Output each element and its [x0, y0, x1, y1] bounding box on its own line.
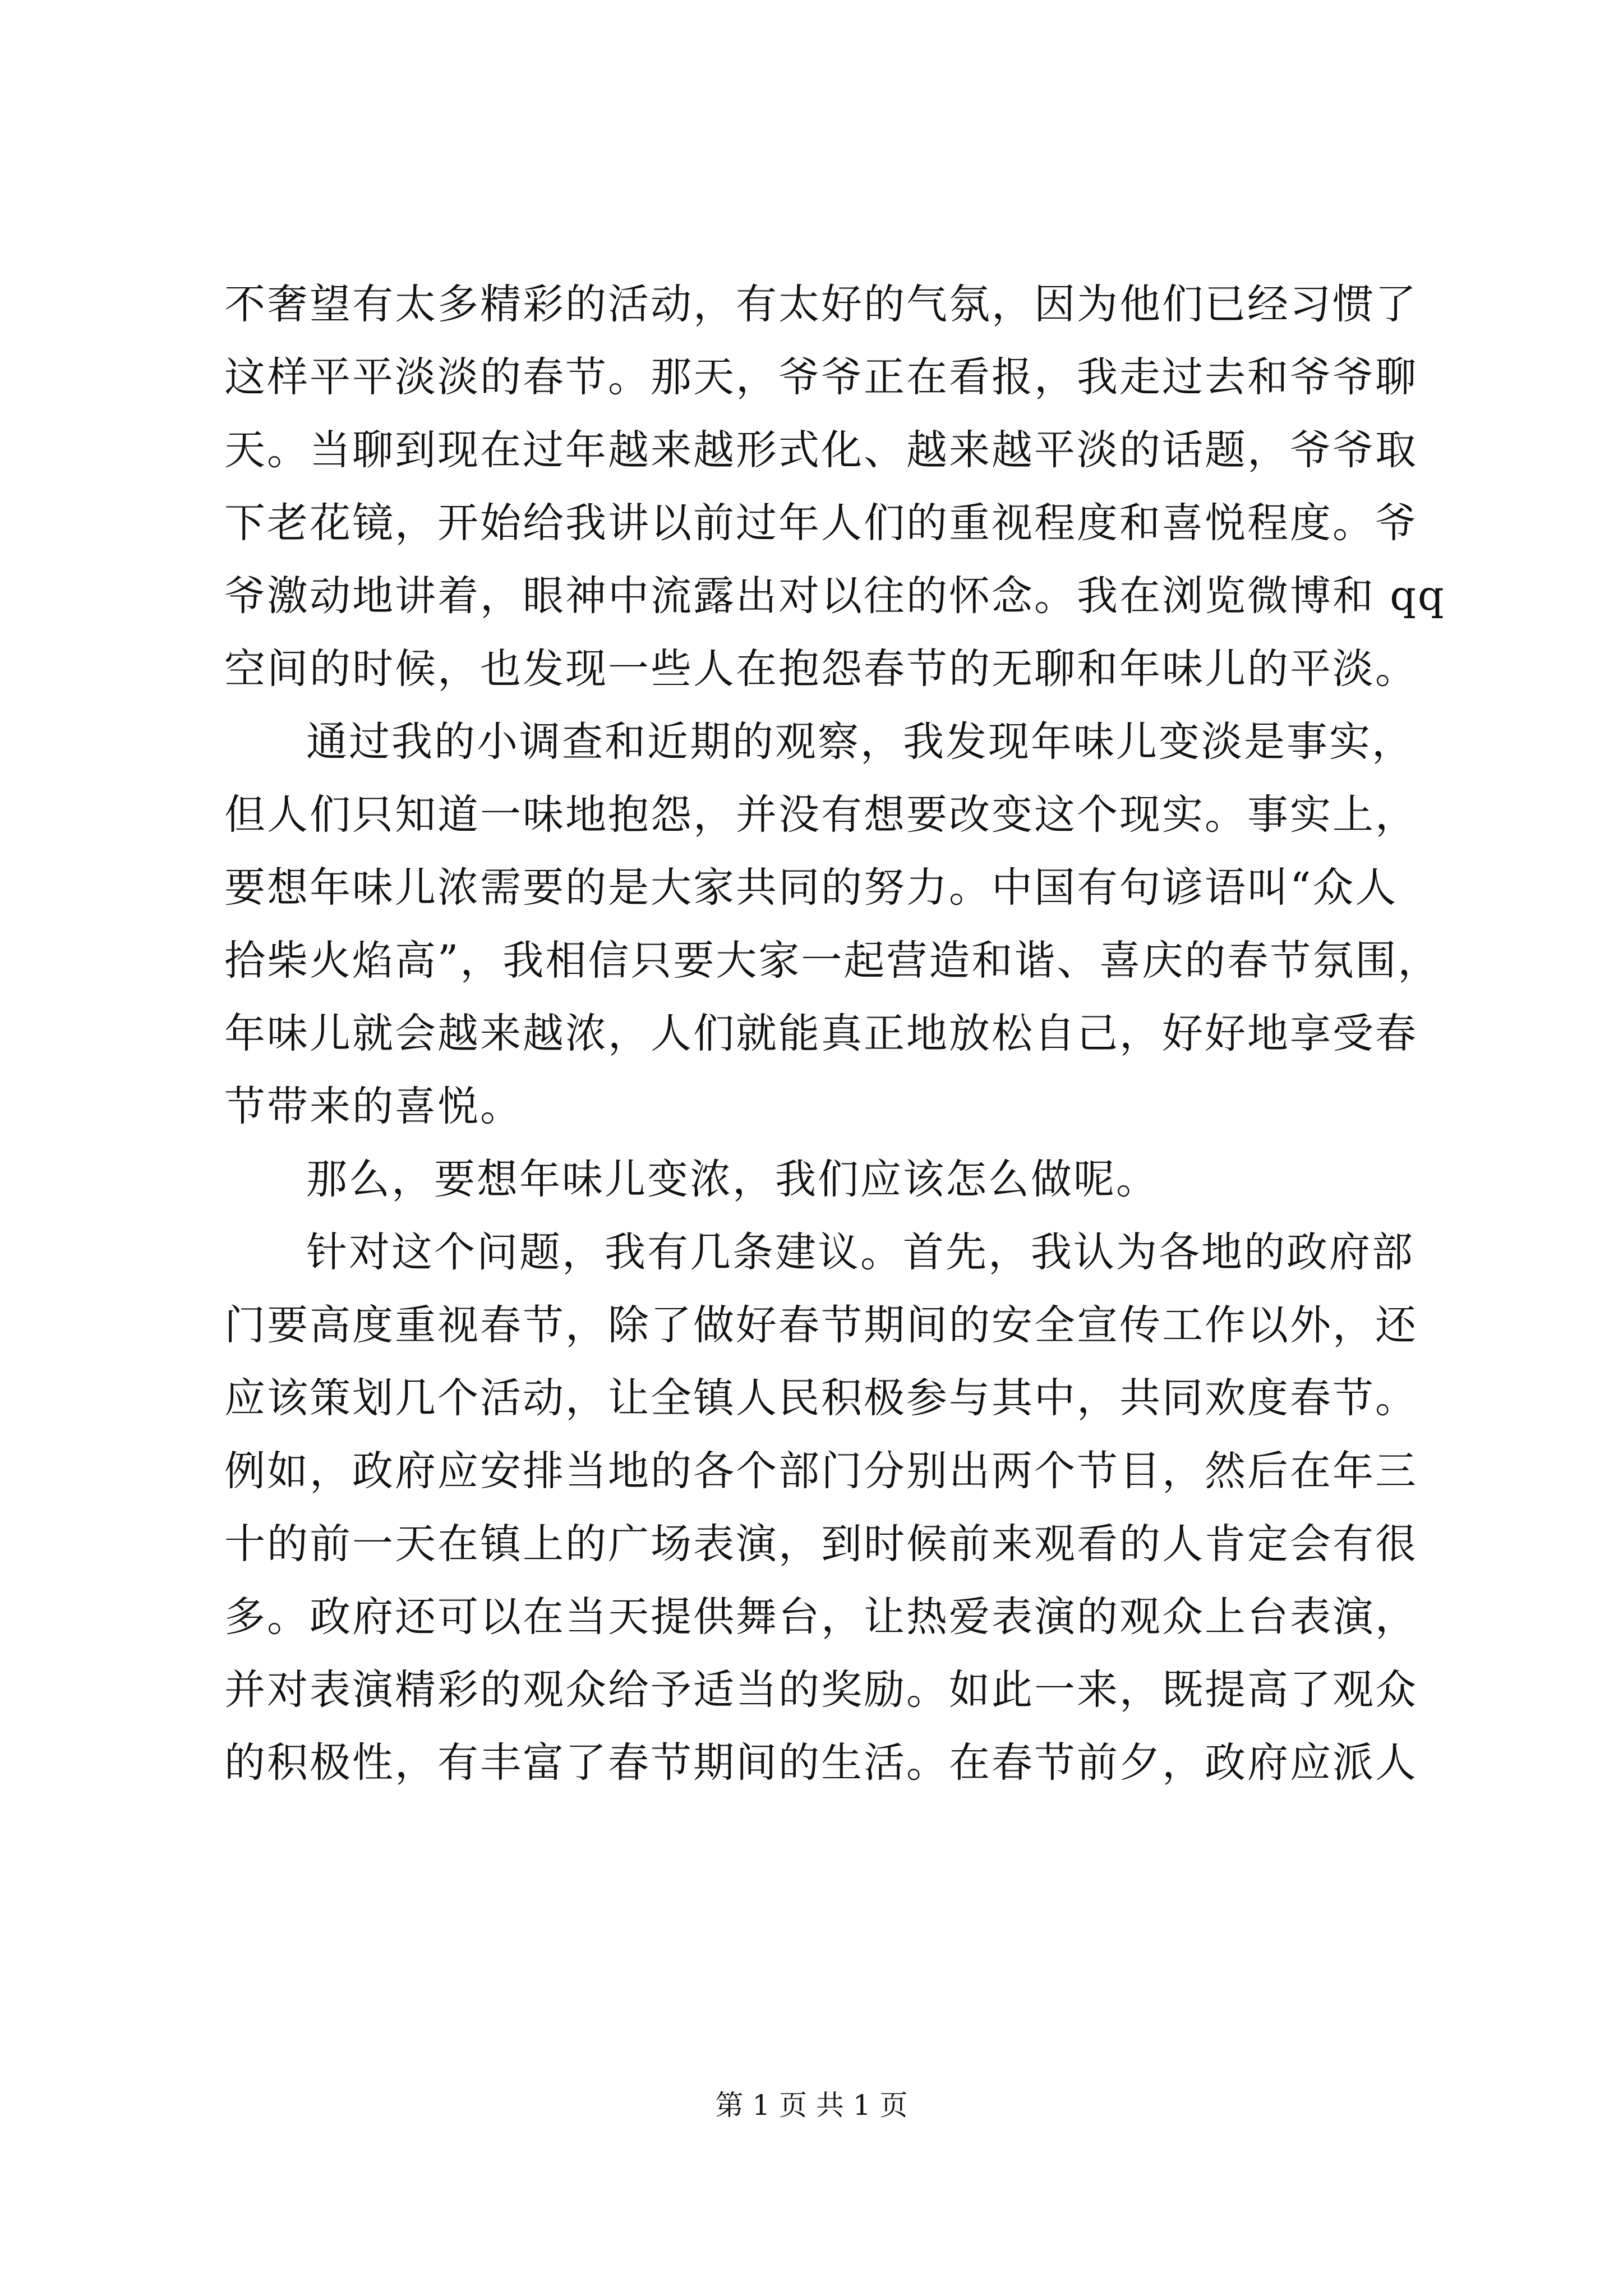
text-line: 的积极性，有丰富了春节期间的生活。在春节前夕，政府应派人	[224, 1739, 1418, 1787]
text-line: 通过我的小调查和近期的观察，我发现年味儿变淡是事实，	[306, 718, 1414, 766]
text-line: 应该策划几个活动，让全镇人民积极参与其中，共同欢度春节。	[224, 1374, 1418, 1422]
text-line: 多。政府还可以在当天提供舞台，让热爱表演的观众上台表演，	[224, 1593, 1418, 1641]
text-line: 要想年味儿浓需要的是大家共同的努力。中国有句谚语叫“众人	[224, 864, 1398, 912]
page-number-footer: 第 1 页 共 1 页	[715, 2089, 908, 2122]
text-line: 天。当聊到现在过年越来越形式化、越来越平淡的话题，爷爷取	[224, 426, 1418, 474]
text-line: 但人们只知道一味地抱怨，并没有想要改变这个现实。事实上，	[224, 791, 1418, 839]
text-line: 下老花镜，开始给我讲以前过年人们的重视程度和喜悦程度。爷	[224, 499, 1418, 547]
text-line: 并对表演精彩的观众给予适当的奖励。如此一来，既提高了观众	[224, 1666, 1418, 1714]
text-line: 不奢望有太多精彩的活动，有太好的气氛，因为他们已经习惯了	[224, 280, 1418, 328]
text-line: 例如，政府应安排当地的各个部门分别出两个节目，然后在年三	[224, 1447, 1418, 1495]
text-line: 那么，要想年味儿变浓，我们应该怎么做呢。	[306, 1156, 1159, 1203]
text-line: 针对这个问题，我有几条建议。首先，我认为各地的政府部	[306, 1228, 1414, 1276]
text-line: 爷激动地讲着，眼神中流露出对以往的怀念。我在浏览微博和 qq	[224, 572, 1446, 620]
text-line: 门要高度重视春节，除了做好春节期间的安全宣传工作以外，还	[224, 1301, 1418, 1349]
text-line: 拾柴火焰高”，我相信只要大家一起营造和谐、喜庆的春节氛围，	[224, 937, 1441, 984]
text-line: 节带来的喜悦。	[224, 1083, 523, 1130]
text-line: 这样平平淡淡的春节。那天，爷爷正在看报，我走过去和爷爷聊	[224, 353, 1418, 401]
text-line: 空间的时候，也发现一些人在抱怨春节的无聊和年味儿的平淡。	[224, 645, 1418, 693]
text-line: 十的前一天在镇上的广场表演，到时候前来观看的人肯定会有很	[224, 1520, 1418, 1568]
text-line: 年味儿就会越来越浓，人们就能真正地放松自己，好好地享受春	[224, 1010, 1418, 1057]
